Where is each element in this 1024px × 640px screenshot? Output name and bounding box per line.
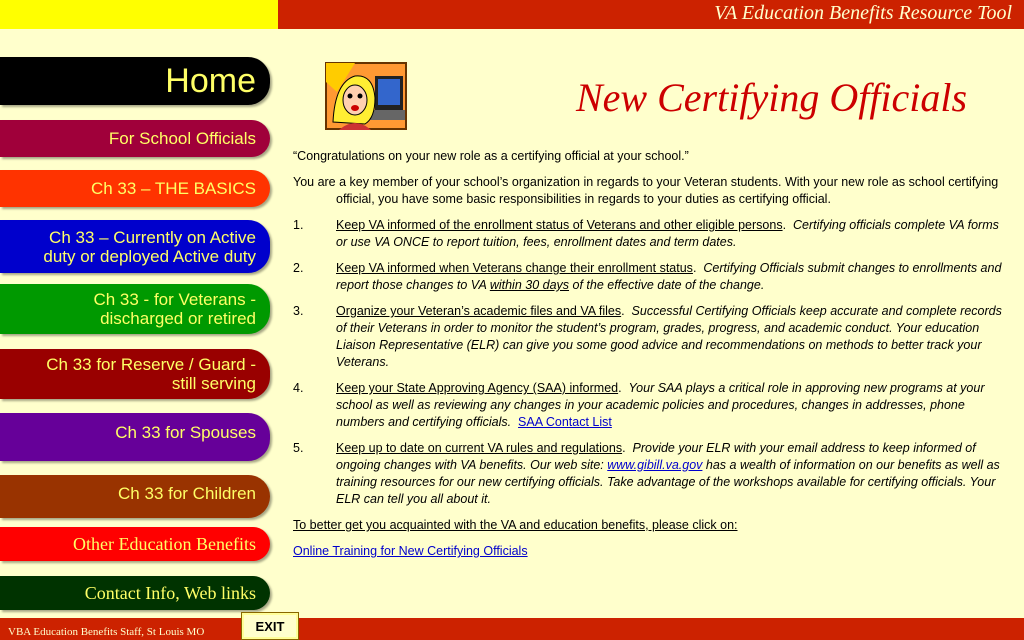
item-heading: Keep VA informed when Veterans change their enrollment status: [336, 261, 693, 275]
list-item: 3. Organize your Veteran’s academic files and VA files. Successful Certifying Officials keep accurate and complete records of their Veterans in order to monitor the student’s program, grades, progress, and academic conduct. Your education Liaison Representative (ELR) can give you some good advice and recommendations on methods to better track your Veterans.: [293, 304, 1002, 369]
item-body: Certifying officials complete VA forms or use VA ONCE to report tuition, fees, enrollment dates and term dates.: [336, 218, 999, 249]
cta-text: To better get you acquainted with the VA and education benefits, please click on:: [293, 518, 738, 532]
nav-label: duty or deployed Active duty: [43, 246, 256, 266]
item-number: 3.: [293, 304, 304, 318]
app-title: VA Education Benefits Resource Tool: [714, 2, 1012, 24]
nav-children-button[interactable]: [0, 475, 270, 518]
list-item: 4. Keep your State Approving Agency (SAA) informed. Your SAA plays a critical role in approving new programs at your school as well as reviewing any changes in your academic policies and procedures, changes in addresses, phone numbers and certifying officials. SAA Contact List: [293, 381, 985, 429]
nav-active-duty-button[interactable]: [0, 220, 270, 273]
list-item: 1. Keep VA informed of the enrollment status of Veterans and other eligible persons. Certifying officials complete VA forms or use VA ONCE to report tuition, fees, enrollment dates and term dates.: [293, 218, 999, 249]
item-heading: Keep your State Approving Agency (SAA) informed: [336, 381, 619, 395]
nav-other-benefits-button[interactable]: [0, 527, 270, 561]
item-heading: Keep up to date on current VA rules and regulations: [336, 441, 623, 455]
nav-label: Ch 33 – Currently on Active: [49, 227, 256, 247]
header-bar: [278, 0, 1024, 29]
nav-label: Ch 33 – THE BASICS: [90, 179, 256, 198]
item-body: of the effective date of the change.: [569, 278, 765, 292]
list-item: 5. Keep up to date on current VA rules and regulations. Provide your ELR with your email address to keep informed of ongoing changes with VA benefits. Our web site: www.gibill.va.gov has a wealth of information on our benefits as well as training resources for our new certifying officials. Take advantage of the workshops available for certifying officials. Your ELR can tell you all about it.: [293, 441, 1000, 506]
item-body: Your SAA plays a critical role in approving new programs at your school as well as reviewing any changes in your academic policies and procedures, changes in addresses, phone numbers and certifying officials.: [336, 381, 985, 429]
nav-label: Other Education Benefits: [73, 533, 256, 554]
woman-at-computer-icon: [325, 62, 407, 130]
nav-label: Ch 33 for Spouses: [115, 422, 256, 442]
main-content: [293, 148, 1013, 569]
exit-button[interactable]: EXIT: [241, 612, 299, 640]
item-number: 2.: [293, 261, 304, 275]
online-training-link[interactable]: Online Training for New Certifying Officials: [293, 544, 528, 558]
nav-basics-button[interactable]: [0, 170, 270, 207]
nav-label: Ch 33 for Reserve / Guard -: [46, 355, 256, 374]
item-heading: Keep VA informed of the enrollment status of Veterans and other eligible persons: [336, 218, 783, 232]
item-heading: Organize your Veteran’s academic files and VA files: [336, 304, 622, 318]
nav-home-button[interactable]: [0, 57, 270, 105]
item-body: Provide your ELR with your email address to keep informed of ongoing changes with VA benefits. Our web site:: [336, 441, 976, 472]
item-body: has a wealth of information on our benefits as well as training resources for our new certifying officials. Take advantage of the workshops available for certifying officials. Your ELR can tell you all about it.: [336, 458, 1000, 506]
nav-label: Ch 33 for Children: [118, 484, 256, 503]
gibill-link[interactable]: www.gibill.va.gov: [607, 458, 703, 472]
item-body: Successful Certifying Officials keep accurate and complete records of their Veterans in order to monitor the student’s program, grades, progress, and academic conduct. Your education Liaison Representative (ELR) can give you some good advice and recommendations on methods to better track your Veterans.: [336, 304, 1002, 369]
footer-text: VBA Education Benefits Staff, St Louis MO: [8, 626, 205, 638]
nav-contact-button[interactable]: [0, 576, 270, 610]
item-number: 5.: [293, 441, 304, 455]
item-number: 1.: [293, 218, 304, 232]
page-title: New Certifying Officials: [576, 75, 968, 120]
nav-label: Ch 33 - for Veterans -: [93, 290, 256, 309]
item-emphasis: within 30 days: [489, 278, 570, 292]
nav-label: still serving: [171, 374, 256, 393]
item-body: Certifying Officials submit changes to enrollments and report those changes to VA: [336, 261, 1002, 292]
saa-contact-link[interactable]: SAA Contact List: [518, 415, 612, 429]
nav-veterans-button[interactable]: [0, 284, 270, 334]
header-accent: [0, 0, 278, 29]
nav-reserve-guard-button[interactable]: [0, 349, 270, 399]
intro-paragraph: You are a key member of your school’s organization in regards to your Veteran students. With your new role as school certifying official, you have some basic responsibilities in regards to your duties as certifying official.: [293, 175, 999, 206]
list-item: 2. Keep VA informed when Veterans change their enrollment status. Certifying Officials submit changes to enrollments and report those changes to VA within 30 days of the effective date of the change.: [293, 261, 1002, 292]
nav-spouses-button[interactable]: [0, 413, 270, 461]
nav-school-officials-button[interactable]: [0, 120, 270, 157]
intro-text: “Congratulations on your new role as a certifying official at your school.”: [293, 149, 689, 163]
item-number: 4.: [293, 381, 304, 395]
nav-home-label: Home: [165, 62, 256, 100]
nav-label: discharged or retired: [100, 309, 256, 328]
nav-label: For School Officials: [108, 129, 256, 148]
nav-label: Contact Info, Web links: [84, 582, 256, 603]
